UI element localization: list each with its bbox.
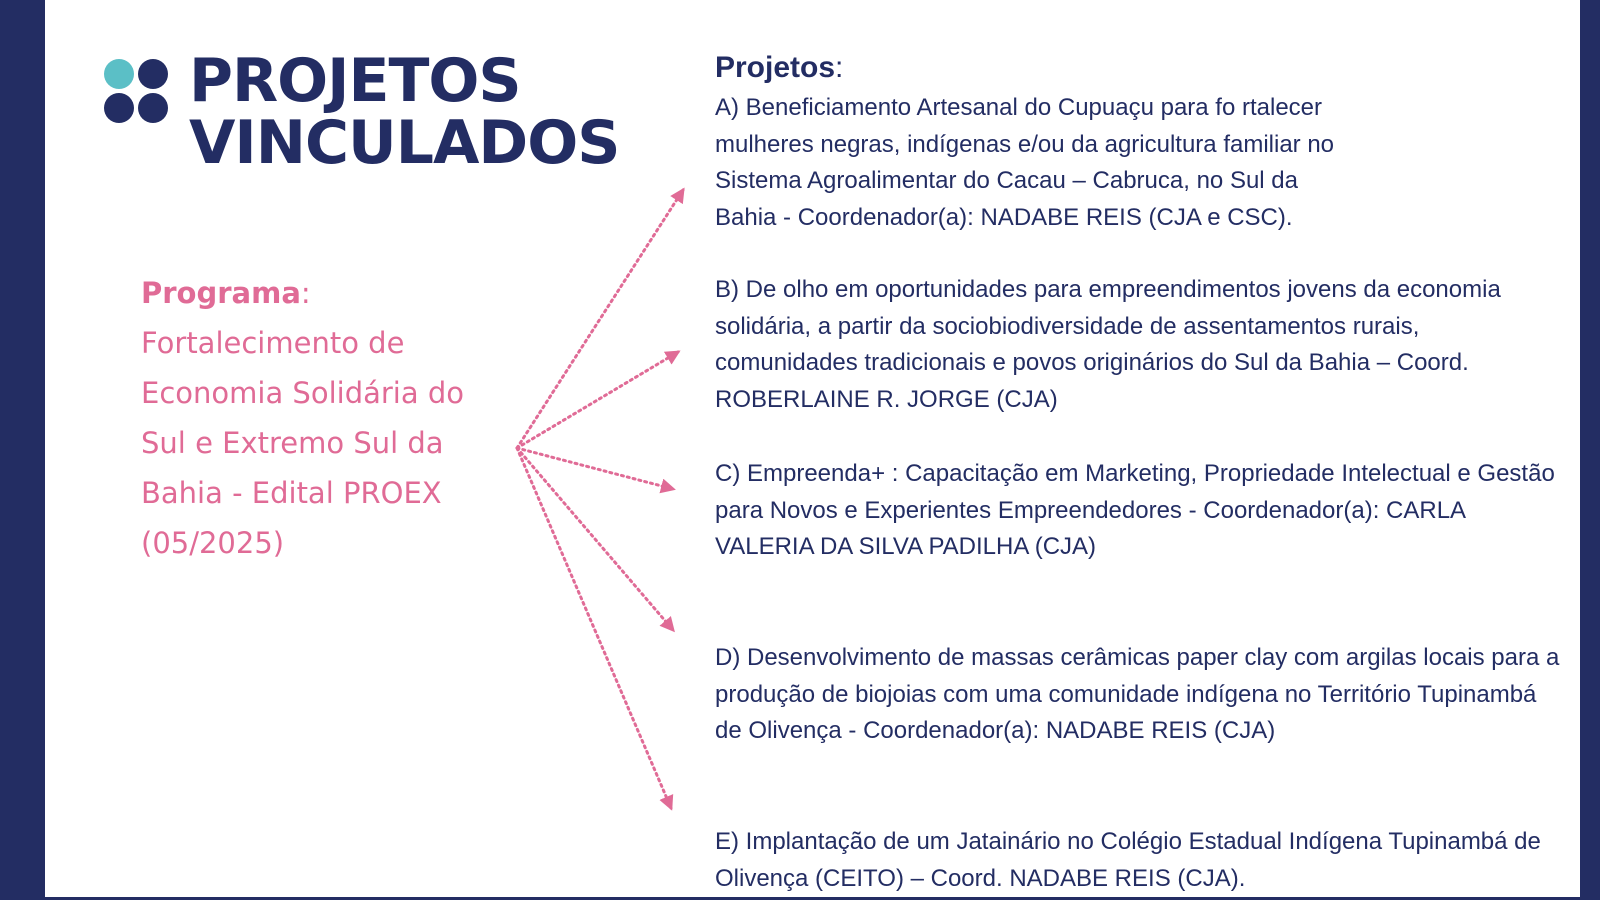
projects-colon: : <box>835 51 844 84</box>
projects-heading-text: Projetos <box>715 51 836 84</box>
title-line-1: PROJETOS <box>189 46 521 116</box>
arrow-to-project-b <box>517 352 678 448</box>
projects-block <box>715 48 1565 892</box>
arrow-to-project-c <box>517 448 673 489</box>
project-item-a: A) Beneficiamento Artesanal do Cupuaçu para fo rtalecer mulheres negras, indígenas e/ou da agricultura familiar no Sistema Agroalimentar do Cacau – Cabruca, no Sul da Bahia - Coordenador(a): NADABE REIS (CJA e CSC). <box>715 94 1335 232</box>
title-line-2: VINCULADOS <box>189 108 620 178</box>
program-colon: : <box>300 276 311 310</box>
program-text: Fortalecimento de Economia Solidária do Sul e Extremo Sul da Bahia - Edital PROEX (05/2025) <box>141 326 464 560</box>
program-label: Programa <box>141 276 301 310</box>
arrow-to-project-d <box>517 448 673 630</box>
projects-heading <box>715 48 1565 88</box>
project-item-c: C) Empreenda+ : Capacitação em Marketing, Propriedade Intelectual e Gestão para Novos e Experientes Empreendedores - Coordenador(a): CARLA VALERIA DA SILVA PADILHA (CJA) <box>715 460 1555 561</box>
project-item-d: D) Desenvolvimento de massas cerâmicas paper clay com argilas locais para a produção de biojoias com uma comunidade indígena no Território Tupinambá de Olivença - Coordenador(a): NADABE REIS (CJA) <box>715 644 1560 745</box>
project-item-e: E) Implantação de um Jatainário no Colégio Estadual Indígena Tupinambá de Olivença (CEITO) – Coord. NADABE REIS (CJA). <box>715 828 1541 892</box>
arrow-to-project-e <box>517 448 671 808</box>
project-item-b: B) De olho em oportunidades para empreendimentos jovens da economia solidária, a partir da sociobiodiversidade de assentamentos rurais, comunidades tradicionais e povos originários do Sul da Bahia – Coord. ROBERLAINE R. JORGE (CJA) <box>715 276 1501 414</box>
arrow-to-project-a <box>517 190 683 448</box>
slide <box>45 0 1580 897</box>
